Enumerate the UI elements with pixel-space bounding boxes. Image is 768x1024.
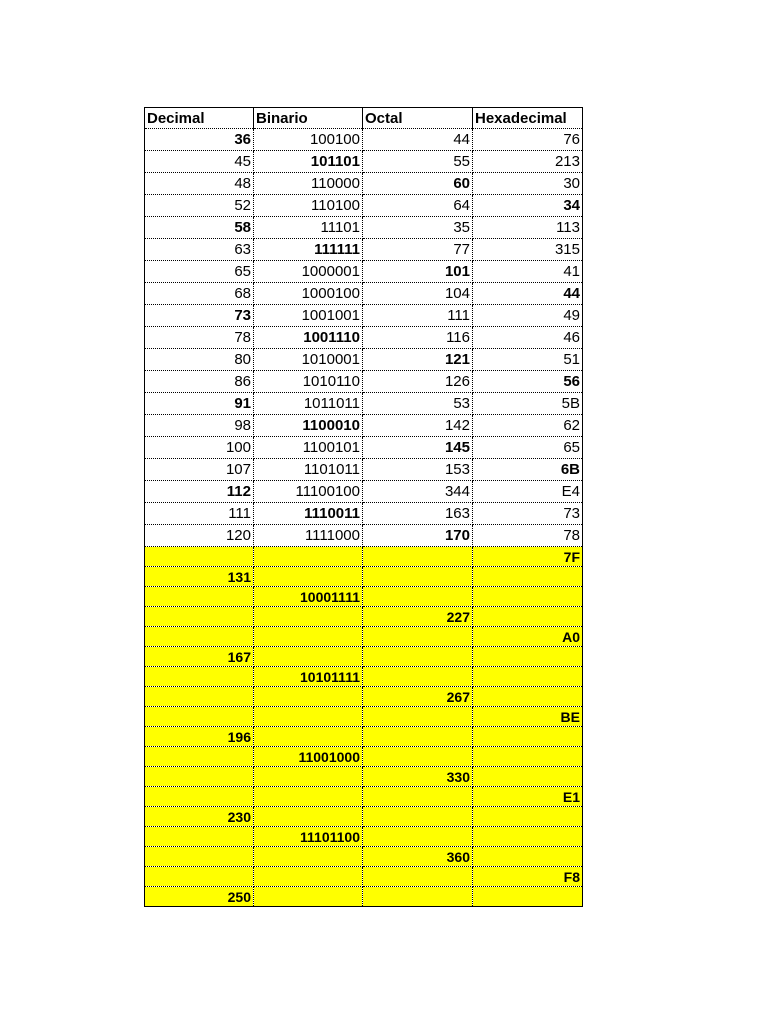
cell-decimal[interactable]: 167: [145, 647, 254, 667]
cell-octal[interactable]: 111: [363, 305, 473, 327]
table-row: [145, 847, 583, 867]
cell-binario[interactable]: 110000: [254, 173, 363, 195]
cell-binario[interactable]: 111111: [254, 239, 363, 261]
cell-binario[interactable]: [254, 707, 363, 727]
cell-hexadecimal[interactable]: BE: [473, 707, 583, 727]
cell-octal[interactable]: 121: [363, 349, 473, 371]
cell-binario[interactable]: 11100100: [254, 481, 363, 503]
cell-decimal[interactable]: [145, 627, 254, 647]
cell-binario[interactable]: 1010110: [254, 371, 363, 393]
cell-hexadecimal[interactable]: [473, 807, 583, 827]
cell-hexadecimal[interactable]: [473, 827, 583, 847]
cell-hexadecimal[interactable]: 46: [473, 327, 583, 349]
cell-binario[interactable]: 1000100: [254, 283, 363, 305]
cell-decimal[interactable]: 78: [145, 327, 254, 349]
cell-binario[interactable]: 11101100: [254, 827, 363, 847]
table-row: [145, 239, 583, 261]
cell-binario[interactable]: [254, 727, 363, 747]
cell-hexadecimal[interactable]: [473, 767, 583, 787]
table-row: [145, 173, 583, 195]
cell-octal[interactable]: [363, 807, 473, 827]
cell-decimal[interactable]: 73: [145, 305, 254, 327]
cell-octal[interactable]: 126: [363, 371, 473, 393]
table-row: [145, 667, 583, 687]
cell-hexadecimal[interactable]: [473, 847, 583, 867]
cell-octal[interactable]: [363, 887, 473, 907]
cell-octal[interactable]: [363, 727, 473, 747]
table-row: [145, 217, 583, 239]
cell-binario[interactable]: 1101011: [254, 459, 363, 481]
table-row: [145, 687, 583, 707]
cell-decimal[interactable]: 112: [145, 481, 254, 503]
cell-hexadecimal[interactable]: [473, 587, 583, 607]
cell-binario[interactable]: 10101111: [254, 667, 363, 687]
cell-decimal[interactable]: [145, 667, 254, 687]
table-row: [145, 195, 583, 217]
cell-binario[interactable]: [254, 627, 363, 647]
cell-hexadecimal[interactable]: A0: [473, 627, 583, 647]
cell-hexadecimal[interactable]: [473, 567, 583, 587]
table-row: [145, 415, 583, 437]
table-row: [145, 807, 583, 827]
cell-binario[interactable]: 1100101: [254, 437, 363, 459]
cell-octal[interactable]: [363, 747, 473, 767]
table-row: [145, 525, 583, 547]
cell-decimal[interactable]: [145, 587, 254, 607]
cell-octal[interactable]: 267: [363, 687, 473, 707]
cell-binario[interactable]: [254, 647, 363, 667]
cell-octal[interactable]: [363, 567, 473, 587]
cell-octal[interactable]: [363, 867, 473, 887]
table-row: [145, 627, 583, 647]
cell-octal[interactable]: 153: [363, 459, 473, 481]
table-row: [145, 371, 583, 393]
table-row: [145, 707, 583, 727]
cell-decimal[interactable]: 100: [145, 437, 254, 459]
cell-octal[interactable]: [363, 627, 473, 647]
cell-hexadecimal[interactable]: [473, 727, 583, 747]
cell-octal[interactable]: 53: [363, 393, 473, 415]
cell-hexadecimal[interactable]: [473, 607, 583, 627]
cell-binario[interactable]: 1010001: [254, 349, 363, 371]
table-row: [145, 129, 583, 151]
cell-decimal[interactable]: 91: [145, 393, 254, 415]
table-row: [145, 567, 583, 587]
cell-binario[interactable]: 1100010: [254, 415, 363, 437]
cell-octal[interactable]: 55: [363, 151, 473, 173]
cell-decimal[interactable]: [145, 547, 254, 567]
cell-binario[interactable]: [254, 547, 363, 567]
cell-binario[interactable]: [254, 767, 363, 787]
cell-decimal[interactable]: [145, 787, 254, 807]
cell-hexadecimal[interactable]: 34: [473, 195, 583, 217]
cell-decimal[interactable]: 36: [145, 129, 254, 151]
cell-hexadecimal[interactable]: 62: [473, 415, 583, 437]
cell-decimal[interactable]: 86: [145, 371, 254, 393]
cell-decimal[interactable]: 98: [145, 415, 254, 437]
cell-octal[interactable]: 170: [363, 525, 473, 547]
header-binario[interactable]: Binario: [254, 108, 363, 129]
cell-decimal[interactable]: 48: [145, 173, 254, 195]
cell-hexadecimal[interactable]: 65: [473, 437, 583, 459]
cell-decimal[interactable]: 65: [145, 261, 254, 283]
cell-binario[interactable]: [254, 807, 363, 827]
cell-hexadecimal[interactable]: 49: [473, 305, 583, 327]
cell-binario[interactable]: 1111000: [254, 525, 363, 547]
cell-hexadecimal[interactable]: 44: [473, 283, 583, 305]
cell-octal[interactable]: [363, 667, 473, 687]
header-octal[interactable]: Octal: [363, 108, 473, 129]
cell-hexadecimal[interactable]: [473, 687, 583, 707]
cell-octal[interactable]: 344: [363, 481, 473, 503]
cell-octal[interactable]: [363, 547, 473, 567]
header-hexadecimal[interactable]: Hexadecimal: [473, 108, 583, 129]
cell-hexadecimal[interactable]: [473, 667, 583, 687]
cell-decimal[interactable]: 58: [145, 217, 254, 239]
cell-decimal[interactable]: 52: [145, 195, 254, 217]
table-row: [145, 349, 583, 371]
cell-binario[interactable]: 1011011: [254, 393, 363, 415]
cell-hexadecimal[interactable]: 73: [473, 503, 583, 525]
cell-hexadecimal[interactable]: 6B: [473, 459, 583, 481]
cell-hexadecimal[interactable]: 30: [473, 173, 583, 195]
cell-octal[interactable]: 227: [363, 607, 473, 627]
cell-hexadecimal[interactable]: 56: [473, 371, 583, 393]
cell-decimal[interactable]: [145, 867, 254, 887]
table-row: [145, 547, 583, 567]
cell-decimal[interactable]: 196: [145, 727, 254, 747]
cell-decimal[interactable]: 80: [145, 349, 254, 371]
conversion-table: [144, 107, 583, 907]
cell-decimal[interactable]: [145, 707, 254, 727]
cell-decimal[interactable]: [145, 607, 254, 627]
table-row: [145, 747, 583, 767]
cell-binario[interactable]: [254, 787, 363, 807]
cell-octal[interactable]: 35: [363, 217, 473, 239]
cell-octal[interactable]: 44: [363, 129, 473, 151]
cell-decimal[interactable]: 120: [145, 525, 254, 547]
table-row: [145, 151, 583, 173]
table-body: [145, 129, 583, 907]
cell-hexadecimal[interactable]: 76: [473, 129, 583, 151]
cell-binario[interactable]: 1001110: [254, 327, 363, 349]
cell-octal[interactable]: [363, 787, 473, 807]
table-row: [145, 827, 583, 847]
header-row: [145, 108, 583, 129]
cell-octal[interactable]: [363, 647, 473, 667]
cell-binario[interactable]: 100100: [254, 129, 363, 151]
cell-binario[interactable]: [254, 567, 363, 587]
cell-octal[interactable]: [363, 707, 473, 727]
cell-binario[interactable]: 1000001: [254, 261, 363, 283]
cell-binario[interactable]: 101101: [254, 151, 363, 173]
table-row: [145, 261, 583, 283]
cell-decimal[interactable]: 68: [145, 283, 254, 305]
cell-binario[interactable]: 1001001: [254, 305, 363, 327]
cell-octal[interactable]: 64: [363, 195, 473, 217]
cell-hexadecimal[interactable]: F8: [473, 867, 583, 887]
cell-decimal[interactable]: 107: [145, 459, 254, 481]
cell-decimal[interactable]: 45: [145, 151, 254, 173]
cell-decimal[interactable]: [145, 847, 254, 867]
table-row: [145, 727, 583, 747]
cell-octal[interactable]: 60: [363, 173, 473, 195]
table-row: [145, 305, 583, 327]
cell-binario[interactable]: [254, 867, 363, 887]
cell-octal[interactable]: 116: [363, 327, 473, 349]
header-decimal[interactable]: Decimal: [145, 108, 254, 129]
cell-octal[interactable]: [363, 587, 473, 607]
cell-hexadecimal[interactable]: [473, 647, 583, 667]
cell-decimal[interactable]: 111: [145, 503, 254, 525]
cell-decimal[interactable]: 63: [145, 239, 254, 261]
cell-hexadecimal[interactable]: 78: [473, 525, 583, 547]
cell-octal[interactable]: 360: [363, 847, 473, 867]
cell-octal[interactable]: 145: [363, 437, 473, 459]
table-row: [145, 647, 583, 667]
cell-octal[interactable]: 142: [363, 415, 473, 437]
table-row: [145, 887, 583, 907]
cell-binario[interactable]: 10001111: [254, 587, 363, 607]
cell-binario[interactable]: 11001000: [254, 747, 363, 767]
cell-hexadecimal[interactable]: 113: [473, 217, 583, 239]
cell-hexadecimal[interactable]: 7F: [473, 547, 583, 567]
cell-octal[interactable]: 101: [363, 261, 473, 283]
cell-hexadecimal[interactable]: E4: [473, 481, 583, 503]
cell-binario[interactable]: 11101: [254, 217, 363, 239]
table-row: [145, 607, 583, 627]
cell-decimal[interactable]: 230: [145, 807, 254, 827]
table-row: [145, 767, 583, 787]
table-row: [145, 437, 583, 459]
table-row: [145, 503, 583, 525]
cell-binario[interactable]: 110100: [254, 195, 363, 217]
cell-binario[interactable]: [254, 687, 363, 707]
cell-hexadecimal[interactable]: 315: [473, 239, 583, 261]
cell-octal[interactable]: 77: [363, 239, 473, 261]
cell-binario[interactable]: [254, 887, 363, 907]
table-row: [145, 787, 583, 807]
cell-hexadecimal[interactable]: 51: [473, 349, 583, 371]
cell-binario[interactable]: 1110011: [254, 503, 363, 525]
cell-octal[interactable]: 330: [363, 767, 473, 787]
cell-octal[interactable]: 104: [363, 283, 473, 305]
cell-decimal[interactable]: [145, 827, 254, 847]
table-row: [145, 327, 583, 349]
table-row: [145, 867, 583, 887]
cell-hexadecimal[interactable]: E1: [473, 787, 583, 807]
cell-decimal[interactable]: [145, 767, 254, 787]
cell-hexadecimal[interactable]: 41: [473, 261, 583, 283]
cell-binario[interactable]: [254, 607, 363, 627]
cell-octal[interactable]: [363, 827, 473, 847]
cell-decimal[interactable]: [145, 687, 254, 707]
cell-hexadecimal[interactable]: [473, 747, 583, 767]
cell-hexadecimal[interactable]: 213: [473, 151, 583, 173]
table-row: [145, 283, 583, 305]
cell-hexadecimal[interactable]: 5B: [473, 393, 583, 415]
cell-hexadecimal[interactable]: [473, 887, 583, 907]
table-row: [145, 393, 583, 415]
cell-decimal[interactable]: [145, 747, 254, 767]
cell-binario[interactable]: [254, 847, 363, 867]
table-row: [145, 587, 583, 607]
cell-decimal[interactable]: 131: [145, 567, 254, 587]
table-row: [145, 459, 583, 481]
cell-octal[interactable]: 163: [363, 503, 473, 525]
cell-decimal[interactable]: 250: [145, 887, 254, 907]
table-row: [145, 481, 583, 503]
